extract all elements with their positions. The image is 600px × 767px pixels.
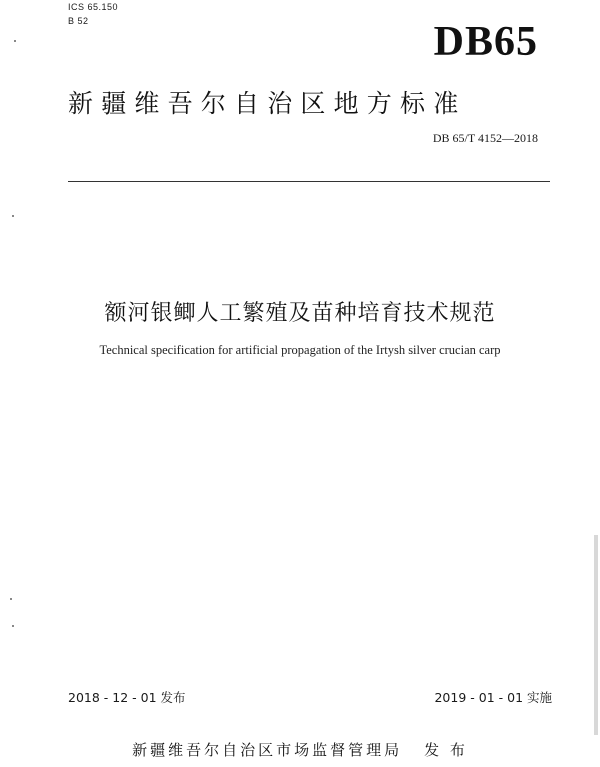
scan-speck: [12, 215, 14, 217]
scan-speck: [12, 625, 14, 627]
scan-edge-shadow: [594, 535, 598, 735]
issuing-authority-heading: 新疆维吾尔自治区地方标准: [68, 89, 467, 118]
issue-date: 2018 - 12 - 01 发布: [68, 690, 186, 705]
publisher-line: [0, 739, 600, 760]
publish-action: 发 布: [424, 741, 468, 759]
ics-code: ICS 65.150: [68, 2, 119, 12]
ccs-code: B 52: [68, 16, 89, 26]
implementation-date: 2019 - 01 - 01 实施: [434, 690, 552, 705]
standard-code-logo: DB65: [433, 19, 538, 65]
scan-speck: [14, 40, 16, 42]
scan-speck: [10, 598, 12, 600]
document-title-english: Technical specification for artificial propagation of the Irtysh silver crucian carp: [99, 343, 501, 357]
document-title-chinese: 额河银鲫人工繁殖及苗种培育技术规范: [104, 301, 496, 326]
standard-number: DB 65/T 4152—2018: [432, 131, 538, 145]
header-divider: [68, 181, 550, 182]
publisher-name: 新疆维吾尔自治区市场监督管理局: [132, 741, 403, 759]
